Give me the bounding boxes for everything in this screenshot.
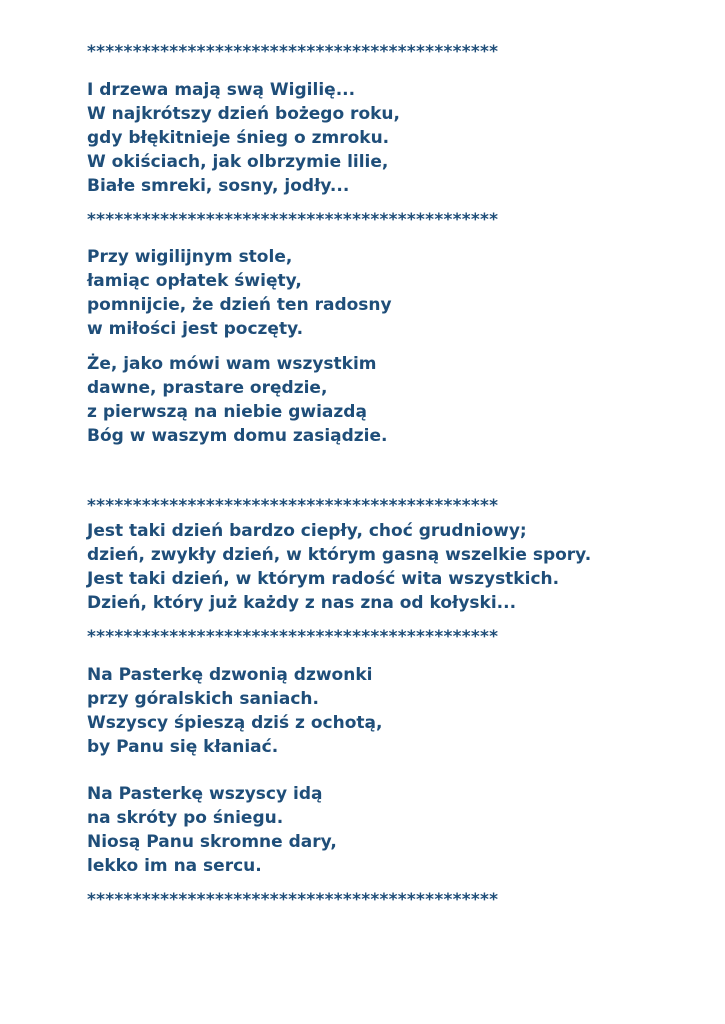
poem-line: W najkrótszy dzień bożego roku, [87,104,400,124]
poem-line: by Panu się kłaniać. [87,737,279,757]
poem-line: dawne, prastare orędzie, [87,378,328,398]
poem-line: lekko im na sercu. [87,856,262,876]
separator-line: ********************************************* [87,42,499,62]
poem-line: Bóg w waszym domu zasiądzie. [87,426,388,446]
poem-line: Na Pasterkę dzwonią dzwonki [87,665,373,685]
poem-line: W okiściach, jak olbrzymie lilie, [87,152,389,172]
poem-line: Jest taki dzień, w którym radość wita wszystkich. [87,569,560,589]
poem-line: łamiąc opłatek święty, [87,271,302,291]
poem-line: Przy wigilijnym stole, [87,247,293,267]
poem-line: Dzień, który już każdy z nas zna od kołyski... [87,593,517,613]
poem-line: pomnijcie, że dzień ten radosny [87,295,392,315]
poem-line: Wszyscy śpieszą dziś z ochotą, [87,713,383,733]
poem-line: dzień, zwykły dzień, w którym gasną wszelkie spory. [87,545,592,565]
poem-line: na skróty po śniegu. [87,808,284,828]
poem-line: gdy błękitnieje śnieg o zmroku. [87,128,390,148]
poem-line: Na Pasterkę wszyscy idą [87,784,323,804]
poem-line: Jest taki dzień bardzo ciepły, choć grudniowy; [87,521,527,541]
separator-line: ********************************************* [87,496,499,516]
separator-line: ********************************************* [87,210,499,230]
poem-line: Białe smreki, sosny, jodły... [87,176,350,196]
separator-line: ********************************************* [87,890,499,910]
poem-line: Że, jako mówi wam wszystkim [87,354,377,374]
separator-line: ********************************************* [87,627,499,647]
poem-line: Niosą Panu skromne dary, [87,832,337,852]
poem-line: w miłości jest poczęty. [87,319,304,339]
poem-line: przy góralskich saniach. [87,689,319,709]
poem-line: I drzewa mają swą Wigilię... [87,80,356,100]
poem-line: z pierwszą na niebie gwiazdą [87,402,367,422]
